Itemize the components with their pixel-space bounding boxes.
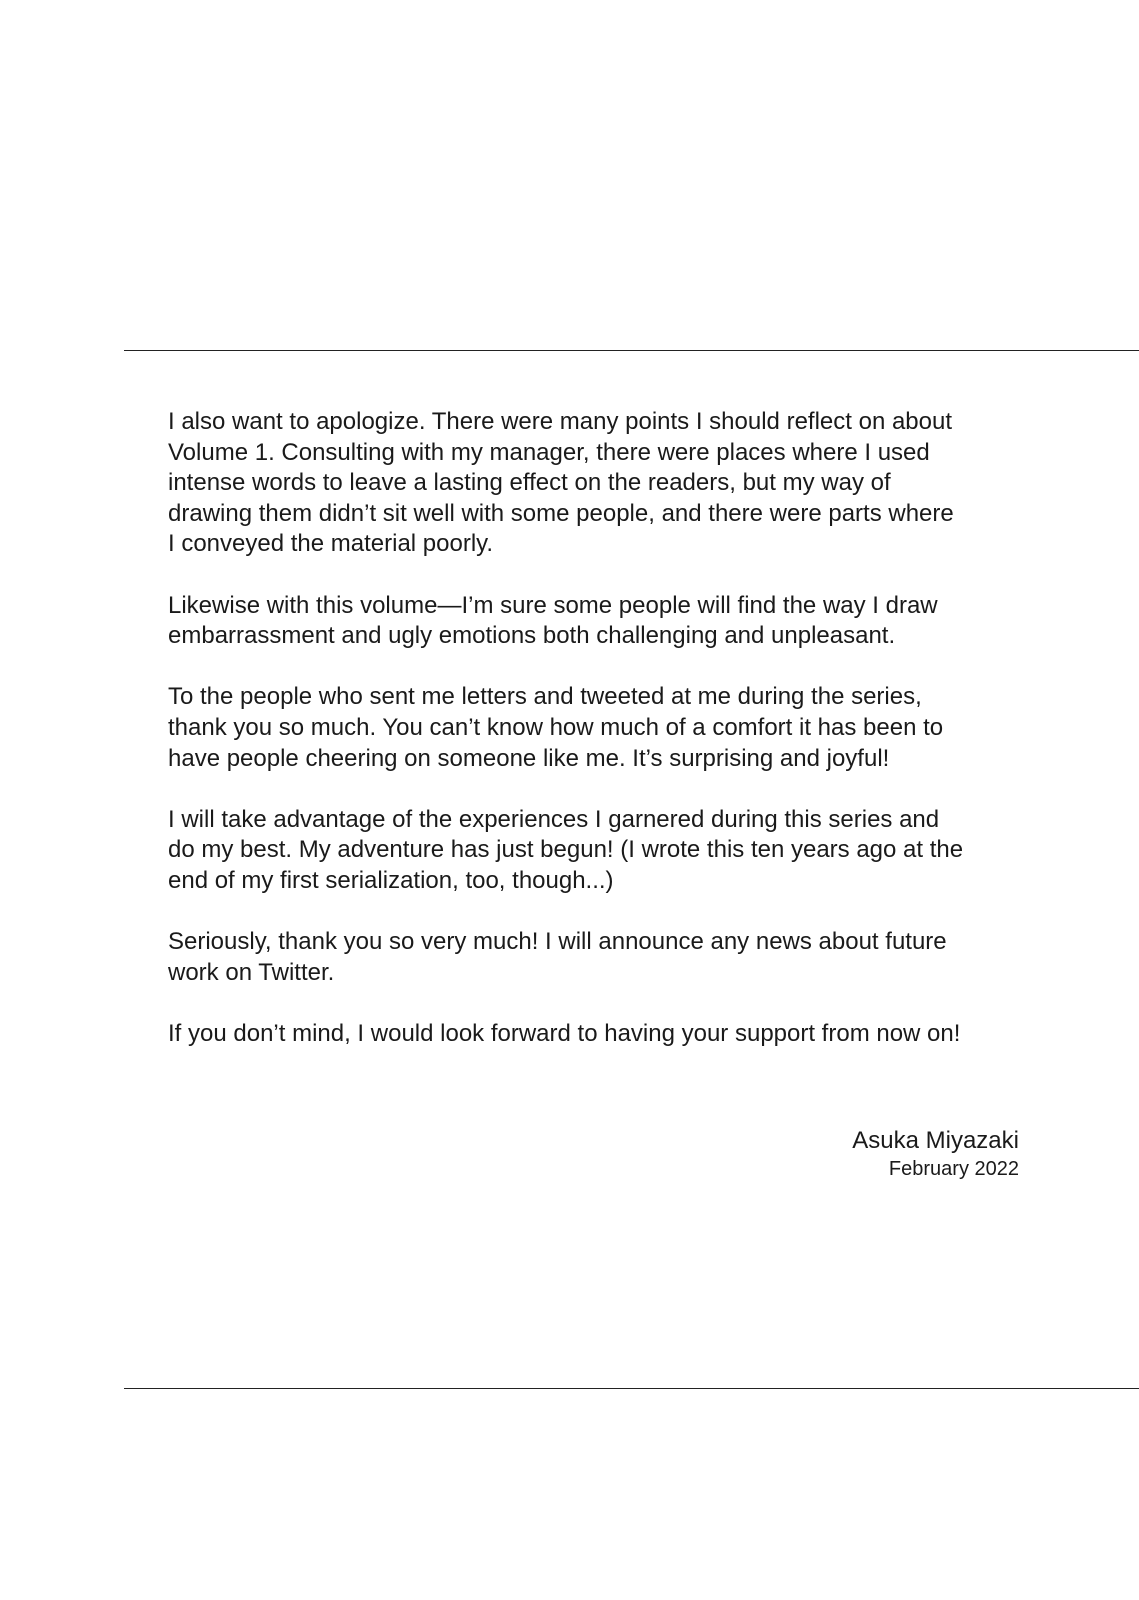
text-line: end of my first serialization, too, though...) [168, 866, 614, 894]
paragraph-apology [168, 407, 1038, 560]
text-line: have people cheering on someone like me. It’s surprising and joyful! [168, 744, 890, 772]
text-line: thank you so much. You can’t know how much of a comfort it has been to [168, 713, 944, 741]
bottom-divider [124, 1388, 1139, 1389]
signature-date: February 2022 [888, 1158, 1019, 1180]
text-line: I also want to apologize. There were many points I should reflect on about [168, 408, 953, 435]
signature-block [852, 1126, 1019, 1182]
text-line: To the people who sent me letters and tweeted at me during the series, [168, 683, 922, 711]
paragraph-support [168, 1019, 1038, 1050]
text-line: intense words to leave a lasting effect on the readers, but my way of [168, 469, 891, 497]
paragraph-adventure [168, 805, 1038, 897]
paragraph-twitter [168, 927, 1038, 988]
text-line: embarrassment and ugly emotions both challenging and unpleasant. [168, 622, 896, 650]
text-line: Seriously, thank you so very much! I will announce any news about future [168, 928, 947, 956]
top-divider [124, 350, 1139, 351]
text-line: Volume 1. Consulting with my manager, there were places where I used [168, 438, 930, 466]
text-line: I will take advantage of the experiences I garnered during this series and [168, 805, 940, 833]
author-name: Asuka Miyazaki [852, 1127, 1019, 1154]
letter-body [168, 407, 1038, 1080]
text-line: Likewise with this volume—I’m sure some people will find the way I draw [168, 591, 938, 619]
text-line: I conveyed the material poorly. [168, 530, 494, 558]
text-line: If you don’t mind, I would look forward to having your support from now on! [168, 1019, 961, 1047]
text-line: drawing them didn’t sit well with some people, and there were parts where [168, 499, 954, 527]
text-line: work on Twitter. [168, 958, 335, 986]
paragraph-thanks-readers [168, 682, 1038, 774]
paragraph-this-volume [168, 591, 1038, 652]
text-line: do my best. My adventure has just begun! (I wrote this ten years ago at the [168, 836, 964, 864]
